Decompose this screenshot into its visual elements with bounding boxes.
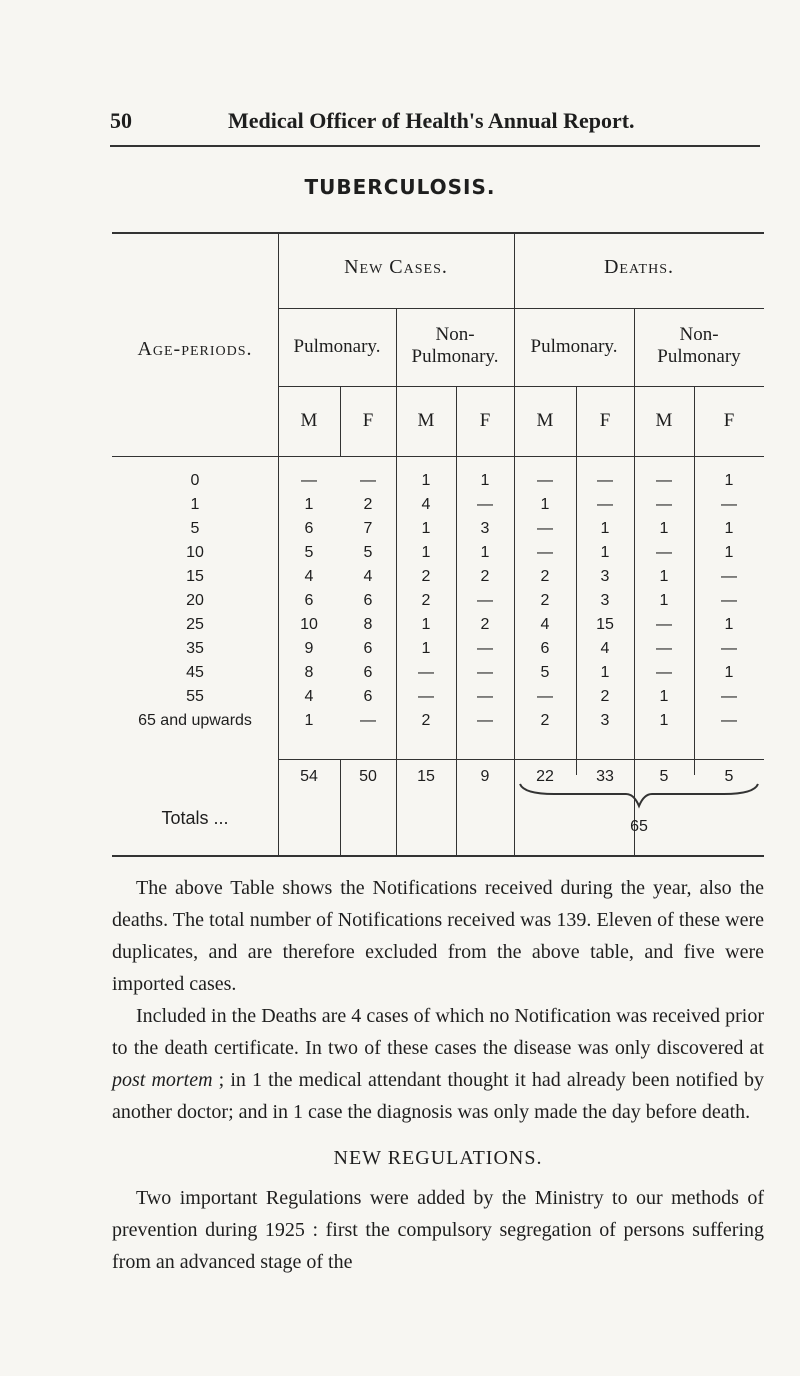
sex-label-f: F	[479, 410, 491, 431]
sex-label-m: M	[417, 410, 435, 431]
sub-nonpulmonary-new-header-1: Non-	[435, 324, 475, 345]
age-period-cell: 15	[186, 568, 204, 585]
table-cell: 1	[421, 472, 431, 489]
table-cell: 2	[600, 688, 610, 705]
table-cell: 1	[659, 712, 669, 729]
table-cell: 4	[600, 640, 610, 657]
table-cell: 1	[540, 496, 550, 513]
table-cell: —	[656, 544, 672, 561]
sex-label-f: F	[599, 410, 611, 431]
table-cell: —	[477, 712, 493, 729]
sex-label-m: M	[536, 410, 554, 431]
table-cell: 1	[304, 712, 314, 729]
table-cell: 3	[600, 712, 610, 729]
totals-cell: 15	[417, 768, 435, 785]
totals-rule	[278, 759, 764, 760]
table-cell: —	[301, 472, 317, 489]
table-cell: 2	[540, 712, 550, 729]
totals-cell: 50	[359, 768, 377, 785]
age-period-cell: 1	[190, 496, 200, 513]
paragraph-deaths	[112, 1000, 764, 1128]
age-period-cell: 45	[186, 664, 204, 681]
running-title: Medical Officer of Health's Annual Report.	[228, 108, 635, 133]
deaths-total: 65	[630, 818, 648, 835]
group-deaths-header: Deaths.	[603, 256, 674, 278]
table-cell: —	[477, 688, 493, 705]
age-period-cell: 10	[186, 544, 204, 561]
page-number: 50	[110, 108, 132, 133]
sex-label-m: M	[300, 410, 318, 431]
table-cell: 4	[421, 496, 431, 513]
table-cell: 2	[540, 568, 550, 585]
table-cell: 1	[480, 544, 490, 561]
section-title: TUBERCULOSIS.	[304, 175, 496, 199]
sub-nonpulmonary-deaths-header-1: Non-	[679, 324, 719, 345]
age-period-cell: 20	[186, 592, 204, 609]
table-cell: 6	[363, 664, 373, 681]
tuberculosis-table	[112, 232, 764, 857]
age-period-cell: 5	[190, 520, 200, 537]
table-cell: —	[656, 640, 672, 657]
table-cell: —	[721, 640, 737, 657]
table-cell: 3	[480, 520, 490, 537]
totals-label: Totals ...	[161, 808, 229, 828]
table-cell: —	[477, 640, 493, 657]
age-period-cell: 55	[186, 688, 204, 705]
table-bottom-rule	[112, 855, 764, 857]
col-age-header: Age-periods.	[137, 338, 253, 360]
table-cell: 10	[300, 616, 318, 633]
group-header-rule	[278, 308, 764, 309]
table-cell: 1	[421, 616, 431, 633]
totals-cell: 54	[300, 768, 318, 785]
table-cell: 1	[421, 544, 431, 561]
table-cell: 1	[724, 664, 734, 681]
sex-label-f: F	[362, 410, 374, 431]
table-cell: 1	[659, 568, 669, 585]
sex-label-f: F	[723, 410, 735, 431]
table-cell: —	[477, 664, 493, 681]
table-cell: 5	[363, 544, 373, 561]
table-cell: 8	[304, 664, 314, 681]
table-cell: 2	[363, 496, 373, 513]
table-top-rule	[112, 232, 764, 234]
table-cell: 7	[363, 520, 373, 537]
table-cell: 1	[304, 496, 314, 513]
table-cell: 6	[540, 640, 550, 657]
sex-label-m: M	[655, 410, 673, 431]
sub-pulmonary-new-header: Pulmonary.	[293, 336, 381, 357]
table-cell: 2	[421, 592, 431, 609]
table-cell: —	[360, 712, 376, 729]
table-cell: —	[418, 664, 434, 681]
table-cell: 2	[421, 712, 431, 729]
table-cell: 4	[363, 568, 373, 585]
table-cell: 2	[540, 592, 550, 609]
table-cell: 3	[600, 568, 610, 585]
table-cell: —	[477, 592, 493, 609]
table-cell: 4	[540, 616, 550, 633]
table-cell: 6	[363, 592, 373, 609]
table-cell: —	[597, 496, 613, 513]
table-cell: —	[721, 568, 737, 585]
table-cell: 1	[421, 640, 431, 657]
table-cell: —	[721, 712, 737, 729]
table-cell: —	[537, 544, 553, 561]
table-cell: 5	[304, 544, 314, 561]
table-cell: —	[656, 472, 672, 489]
body-text	[112, 872, 764, 1278]
table-cell: 1	[659, 592, 669, 609]
paragraph-deaths-end: ; in 1 the medical attendant thought it had already been notified by another doctor; and in 1 case the diagnosis was only made the day before death.	[112, 1069, 765, 1123]
table-cell: 8	[363, 616, 373, 633]
paragraph-deaths-start: Included in the Deaths are 4 cases of which no Notification was received prior to the death certificate. In two of these cases the disease was only discovered at	[112, 1005, 764, 1059]
age-period-cell: 25	[186, 616, 204, 633]
totals-cell: 5	[724, 768, 734, 785]
table-cell: —	[721, 496, 737, 513]
paragraph-notifications: The above Table shows the Notifications received during the year, also the deaths. The total number of Notifications received was 139. Eleven of these were duplicates, and are therefore excluded from the above table, and five were imported cases.	[112, 877, 764, 995]
table-cell: —	[597, 472, 613, 489]
table-cell: 1	[600, 664, 610, 681]
table-cell: 5	[540, 664, 550, 681]
table-cell: 3	[600, 592, 610, 609]
table-cell: 6	[363, 688, 373, 705]
totals-cell: 9	[480, 768, 490, 785]
group-new-cases-header: New Cases.	[344, 256, 448, 278]
age-period-cell: 65 and upwards	[138, 712, 252, 729]
sub-nonpulmonary-new-header-2: Pulmonary.	[411, 346, 499, 367]
sub-pulmonary-deaths-header: Pulmonary.	[530, 336, 618, 357]
age-period-cell: 35	[186, 640, 204, 657]
table-cell: 1	[600, 520, 610, 537]
table-cell: 1	[659, 520, 669, 537]
sub-nonpulmonary-deaths-header-2: Pulmonary	[657, 346, 741, 367]
page-header	[110, 108, 760, 138]
table-cell: —	[721, 688, 737, 705]
table-cell: 6	[304, 592, 314, 609]
table-cell: 1	[659, 688, 669, 705]
table-cell: —	[418, 688, 434, 705]
table-cell: 1	[724, 520, 734, 537]
age-period-cell: 0	[190, 472, 200, 489]
table-cell: 4	[304, 688, 314, 705]
table-cell: 9	[304, 640, 314, 657]
table-cell: 2	[421, 568, 431, 585]
table-cell: 2	[480, 568, 490, 585]
table-cell: —	[360, 472, 376, 489]
deaths-total-brace	[514, 782, 764, 810]
table-cell: —	[477, 496, 493, 513]
table-cell: 2	[480, 616, 490, 633]
totals-cell: 5	[659, 768, 669, 785]
table-cell: 1	[600, 544, 610, 561]
table-cell: 1	[724, 616, 734, 633]
sexheader-rule	[112, 456, 764, 457]
table-cell: —	[537, 472, 553, 489]
table-cell: —	[537, 688, 553, 705]
table-cell: 4	[304, 568, 314, 585]
table-cell: —	[721, 592, 737, 609]
table-cell: —	[656, 664, 672, 681]
table-cell: 1	[724, 472, 734, 489]
table-cell: 1	[724, 544, 734, 561]
table-cell: —	[656, 616, 672, 633]
new-regulations-heading: NEW REGULATIONS.	[333, 1147, 543, 1169]
table-cell: 1	[480, 472, 490, 489]
table-cell: 1	[421, 520, 431, 537]
header-rule	[110, 145, 760, 147]
post-mortem-italic: post mortem	[112, 1069, 213, 1091]
table-cell: 15	[596, 616, 614, 633]
table-cell: 6	[363, 640, 373, 657]
subheader-rule	[278, 386, 764, 387]
table-cell: —	[537, 520, 553, 537]
table-cell: —	[656, 496, 672, 513]
paragraph-regulations: Two important Regulations were added by the Ministry to our methods of prevention during 1925 : first the compulsory segregation of persons suffering from an advanced stage of the	[112, 1187, 764, 1273]
totals-cell: 22	[536, 768, 554, 785]
table-cell: 6	[304, 520, 314, 537]
totals-cell: 33	[596, 768, 614, 785]
